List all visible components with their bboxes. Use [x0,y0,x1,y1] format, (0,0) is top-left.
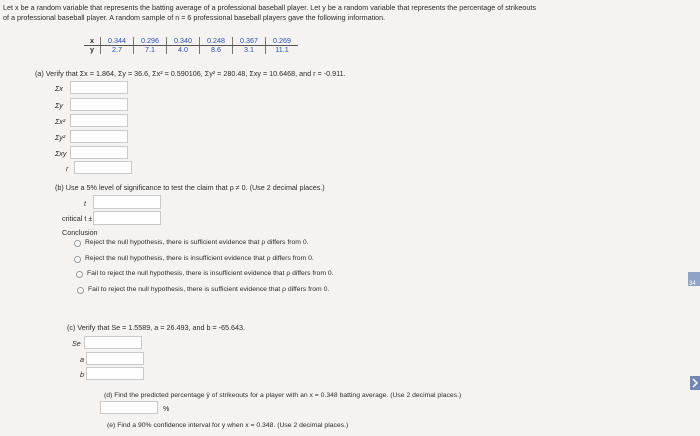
y-value: 11.1 [266,46,299,55]
se-input[interactable] [84,336,142,349]
x-value: 0.344 [101,37,134,46]
part-a-prompt: (a) Verify that Σx = 1.864, Σy = 36.6, Σx² = 0.590106, Σy² = 280.48, Σxy = 10.6468, and r = -0.911. [35,69,346,78]
sum-y2-label: Σy² [55,133,66,142]
sum-x-label: Σx [55,84,63,93]
y-value: 3.1 [233,46,266,55]
intro-line-2: of a professional baseball player. A random sample of n = 6 professional baseball players gave the following information. [3,13,386,22]
critical-t-label: critical t ± [62,214,93,223]
conclusion-option-4-radio[interactable] [77,287,84,294]
part-b-prompt: (b) Use a 5% level of significance to test the claim that ρ ≠ 0. (Use 2 decimal places.) [55,183,325,192]
y-row [84,46,298,55]
x-value: 0.296 [134,37,167,46]
percent-unit: % [163,404,170,413]
part-c-prompt: (c) Verify that Se = 1.5589, a = 26.493, and b = -65.643. [67,323,246,332]
r-input[interactable] [74,161,132,174]
conclusion-option-4[interactable]: Fail to reject the null hypothesis, there is sufficient evidence that ρ differs from 0. [88,286,330,293]
t-label: t [84,199,86,208]
part-d-prompt: (d) Find the predicted percentage ŷ of strikeouts for a player with an x = 0.348 batting average. (Use 2 decimal places.) [104,392,462,399]
r-label: r [66,164,69,173]
critical-t-input[interactable] [93,211,161,225]
y-value: 7.1 [134,46,167,55]
sum-x-input[interactable] [70,81,128,94]
conclusion-option-3-radio[interactable] [76,271,83,278]
y-value: 2.7 [101,46,134,55]
b-input[interactable] [86,367,144,380]
sum-y2-input[interactable] [70,130,128,143]
x-value: 0.248 [200,37,233,46]
y-value: 4.0 [167,46,200,55]
sum-x2-input[interactable] [70,114,128,127]
edge-tab-label: 34 [689,281,696,287]
sum-y-label: Σy [55,101,63,110]
conclusion-option-2-radio[interactable] [74,256,81,263]
sum-y-input[interactable] [70,98,128,111]
a-label: a [80,355,84,364]
sum-xy-input[interactable] [70,146,128,159]
sum-x2-label: Σx² [55,117,66,126]
se-label: Se [72,339,81,348]
y-label: y [90,45,94,54]
conclusion-option-1[interactable]: Reject the null hypothesis, there is sufficient evidence that ρ differs from 0. [85,239,309,246]
a-input[interactable] [86,352,144,365]
x-value: 0.367 [233,37,266,46]
y-value: 8.6 [200,46,233,55]
x-value: 0.340 [167,37,200,46]
conclusion-label: Conclusion [62,228,98,237]
x-value: 0.269 [266,37,299,46]
x-label: x [84,37,101,46]
conclusion-option-2[interactable]: Reject the null hypothesis, there is insufficient evidence that ρ differs from 0. [85,255,314,262]
predicted-y-input[interactable] [100,401,158,414]
conclusion-option-3[interactable]: Fail to reject the null hypothesis, there is insufficient evidence that ρ differs from 0. [87,270,334,277]
edge-tab[interactable] [688,272,700,286]
next-arrow-icon[interactable] [690,376,700,390]
part-e-prompt: (e) Find a 90% confidence interval for y when x = 0.348. (Use 2 decimal places.) [107,422,349,429]
data-table [84,37,298,54]
intro-line-1: Let x be a random variable that represents the batting average of a professional baseball player. Let y be a random variable that represents the percentage of strikeouts [3,3,536,12]
t-input[interactable] [93,195,161,209]
conclusion-option-1-radio[interactable] [74,240,81,247]
sum-xy-label: Σxy [55,149,67,158]
b-label: b [80,370,84,379]
